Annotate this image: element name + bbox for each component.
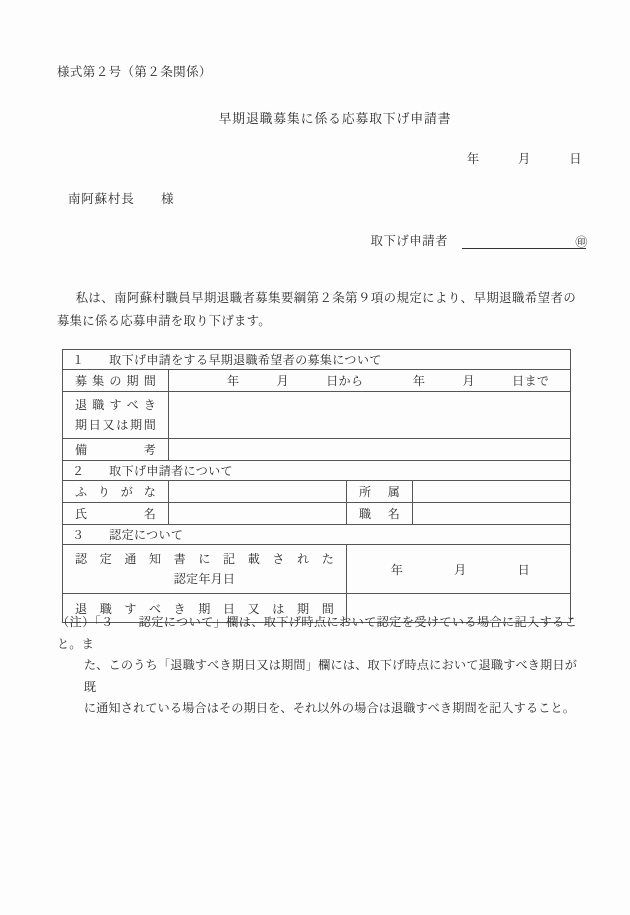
table-row [63,525,571,545]
label-remarks: 備考 [63,439,169,461]
label-furigana: ふりがな [63,481,169,503]
table-row [63,439,571,461]
table-row [63,461,571,481]
footnote-line-3: に通知されている場合はその期日を、それ以外の場合は退職すべき期間を記入すること。 [83,701,576,715]
section1-heading: １ 取下げ申請をする早期退職希望者の募集について [63,350,571,370]
label-job-title: 職名 [347,503,413,525]
label-affiliation: 所属 [347,481,413,503]
footnote-line-2: た、このうち「退職すべき期日又は期間」欄には、取下げ時点において退職すべき期日が既 [83,658,577,694]
field-recruitment-period[interactable]: 年 月 日から 年 月 日まで [169,370,571,392]
body-paragraph: 私は、南阿蘇村職員早期退職者募集要綱第２条第９項の規定により、早期退職希望者の募集に係る応募申請を取り下げます。 [57,291,576,328]
form-number: 様式第２号（第２条関係） [57,65,212,79]
label-certification-date [63,545,347,594]
applicant-signature-line [371,231,586,249]
applicant-label: 取下げ申請者 [370,234,448,248]
field-retirement-date[interactable] [169,392,571,439]
section2-heading: ２ 取下げ申請者について [63,461,571,481]
document-title: 早期退職募集に係る応募取下げ申請書 [218,112,452,126]
field-furigana[interactable] [169,481,347,503]
label-retirement-date [63,392,169,439]
field-job-title[interactable] [413,503,571,525]
label-certification-date-line1: 認定通知書に記載された [75,552,334,566]
footnote-line-1: （注）「３ 認定について」欄は、取下げ時点において認定を受けている場合に記入すること。ま [57,615,577,651]
seal-icon: ㊞ [575,235,588,249]
footnote [57,612,577,720]
label-retirement-period: 退職すべき期日又は期間 [63,594,347,623]
section3-heading: ３ 認定について [63,525,571,545]
table-row [63,392,571,439]
label-recruitment-period: 募集の期間 [63,370,169,392]
table-row [63,545,571,594]
table-row [63,503,571,525]
label-name: 氏名 [63,503,169,525]
field-affiliation[interactable] [413,481,571,503]
addressee-line: 南阿蘇村長 様 [68,192,175,206]
label-retirement-date-line1: 退職すべき [75,398,156,412]
table-row [63,370,571,392]
table-row [63,481,571,503]
field-name[interactable] [169,503,347,525]
application-table [62,349,571,623]
field-certification-date[interactable]: 年 月 日 [347,545,571,594]
field-remarks[interactable] [169,439,571,461]
table-row [63,350,571,370]
applicant-name-rule[interactable] [462,234,586,249]
label-certification-date-line2: 認定年月日 [173,572,236,586]
issue-date-line: 年 月 日 [466,152,582,166]
label-retirement-date-line2: 期日又は期間 [75,418,156,432]
